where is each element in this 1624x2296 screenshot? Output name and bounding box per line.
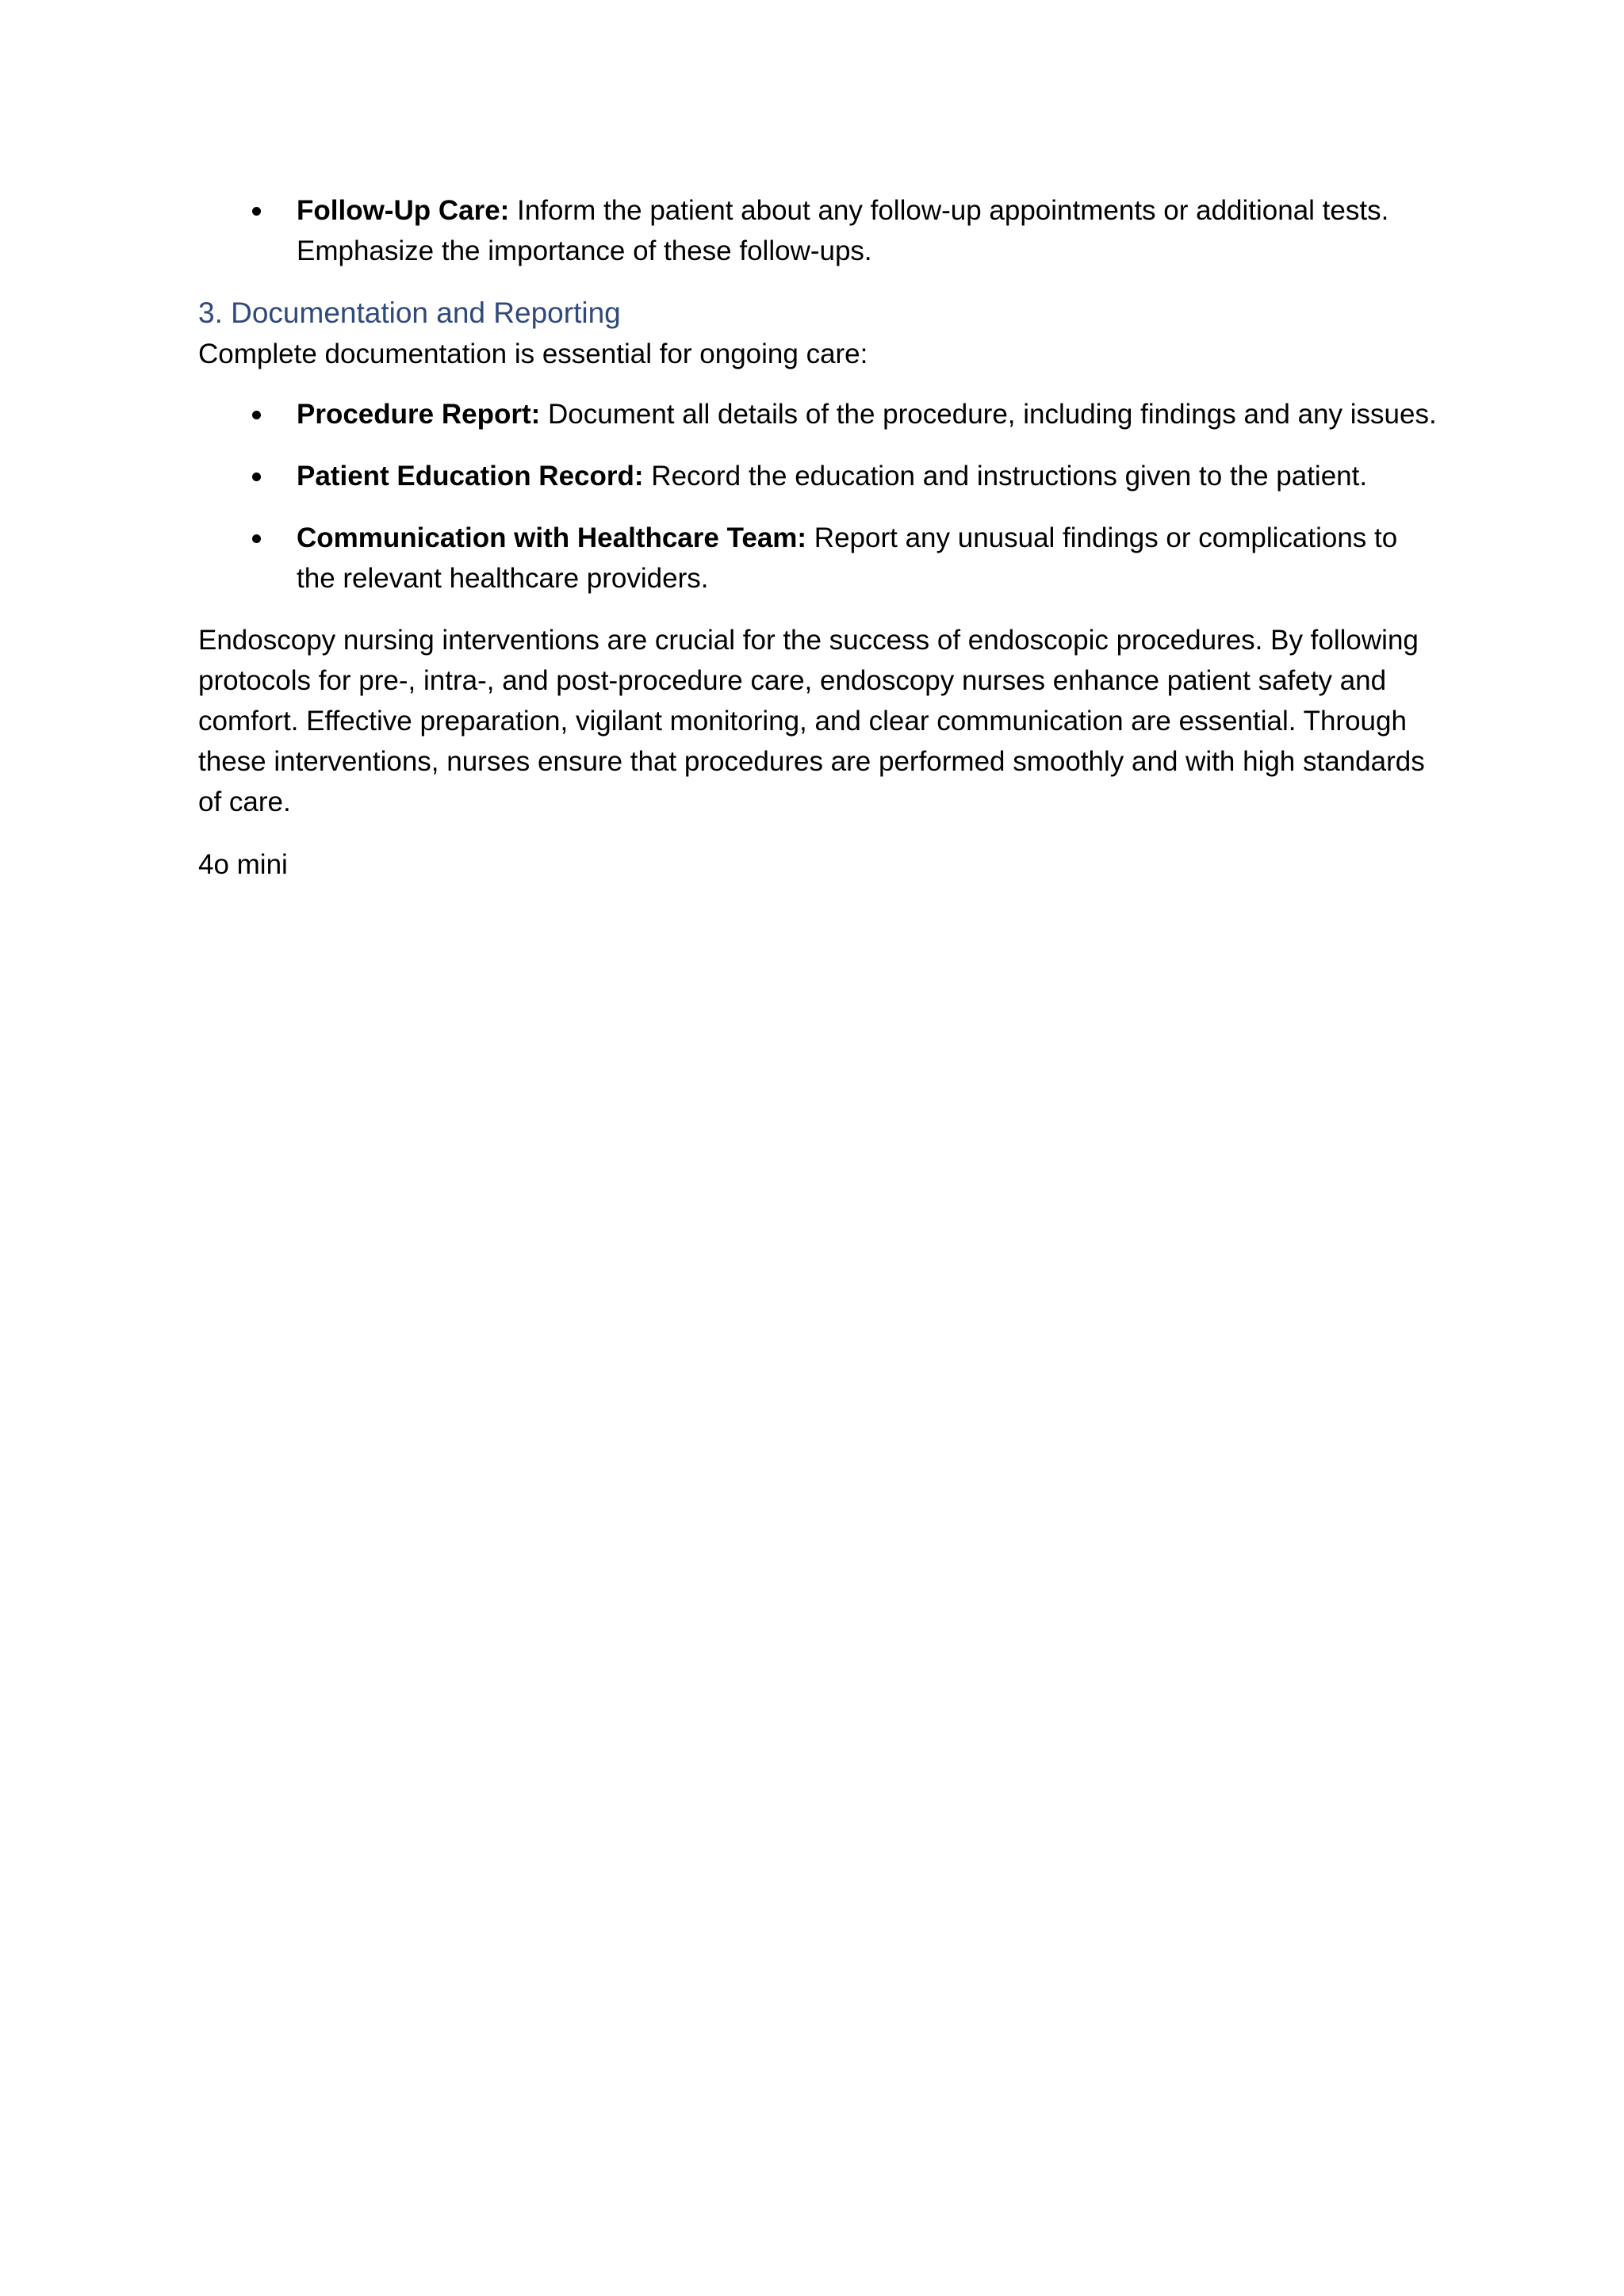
page-content [198,190,1443,906]
documentation-list [198,394,1443,599]
list-item [198,456,1443,496]
list-item-text: Document all details of the procedure, including findings and any issues. [540,399,1437,430]
bullet-icon [252,411,261,419]
list-item [198,394,1443,434]
list-item-text: Report any unusual findings or complications to the relevant healthcare providers. [297,522,1398,594]
conclusion-paragraph: Endoscopy nursing interventions are crucial for the success of endoscopic procedures. By following protocols for pre-, intra-, and post-procedure care, endoscopy nurses enhance patient safety and comfort. Effective preparation, vigilant monitoring, and clear communication are essential. Through these interventions, nurses ensure that procedures are performed smoothly and with high standards of care. [198,625,1425,817]
list-item-term: Communication with Healthcare Team: [297,522,807,553]
follow-up-list [198,190,1443,271]
bullet-icon [252,207,261,216]
list-item-text: Inform the patient about any follow-up appointments or additional tests. Emphasize the importance of these follow-ups. [297,195,1389,266]
list-item-text: Record the education and instructions given to the patient. [643,461,1368,492]
bullet-icon [252,534,261,543]
list-item [198,518,1443,599]
list-item-term: Patient Education Record: [297,461,644,492]
bullet-icon [252,473,261,481]
list-item-term: Procedure Report: [297,399,541,430]
list-item-term: Follow-Up Care: [297,195,510,226]
section-intro: Complete documentation is essential for ongoing care: [198,339,868,369]
section-heading: 3. Documentation and Reporting [198,297,621,329]
list-item [198,190,1443,271]
model-label: 4o mini [198,849,288,880]
